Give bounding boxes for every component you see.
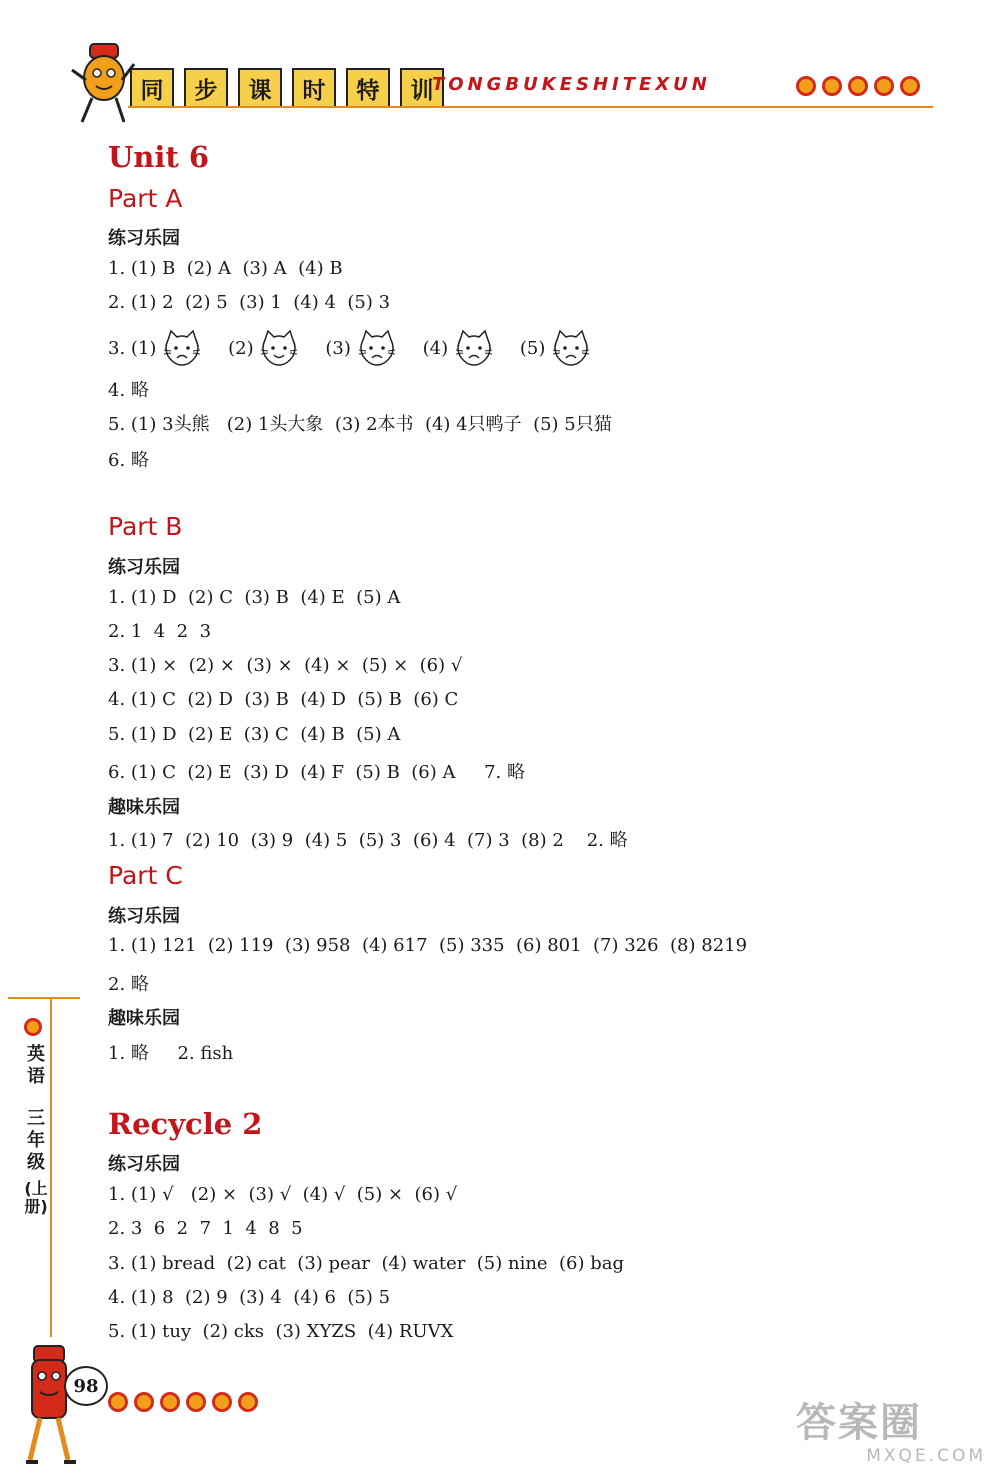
section-heading: 练习乐园 [108, 1154, 180, 1175]
answer-line: 1. (1) 7 (2) 10 (3) 9 (4) 5 (5) 3 (6) 4 (7) 3 (8) 2 2. 略 [108, 830, 628, 851]
header-dots [796, 76, 920, 96]
answer-line: 2. 略 [108, 974, 149, 995]
answer-label: (5) [519, 337, 546, 359]
answer-line: 4. 略 [108, 380, 149, 401]
header-title-char: 特 [346, 68, 390, 108]
section-heading: 趣味乐园 [108, 797, 180, 818]
section-heading: 练习乐园 [108, 228, 180, 249]
answer-line: 1. 略 2. fish [108, 1043, 234, 1064]
answer-line: 2. 3 6 2 7 1 4 8 5 [108, 1218, 303, 1239]
sidebar-grade: 三年级 [27, 1108, 45, 1173]
answer-label: (3) [325, 337, 351, 359]
section-heading: 练习乐园 [108, 906, 180, 927]
answer-line: 3. (1) × (2) × (3) × (4) × (5) × (6) √ [108, 655, 463, 676]
header-divider [128, 106, 933, 108]
part-b-title: Part B [108, 512, 183, 541]
answer-line: 4. (1) 8 (2) 9 (3) 4 (4) 6 (5) 5 [108, 1287, 391, 1308]
header-pinyin: TONGBUKESHITEXUN [432, 74, 711, 95]
recycle-title: Recycle 2 [108, 1107, 263, 1141]
answer-number: 3. [108, 337, 126, 359]
answer-line: 1. (1) √ (2) × (3) √ (4) √ (5) × (6) √ [108, 1184, 458, 1205]
answer-label: (4) [422, 337, 449, 359]
answer-line: 5. (1) tuy (2) cks (3) XYZS (4) RUVX [108, 1321, 454, 1342]
mascot-illustration [68, 40, 138, 130]
answer-line: 1. (1) 121 (2) 119 (3) 958 (4) 617 (5) 335 (6) 801 (7) 326 (8) 8219 [108, 935, 748, 956]
header-title-char: 时 [292, 68, 336, 108]
answer-line: 6. 略 [108, 450, 149, 471]
watermark-url: MXQE.COM [866, 1446, 986, 1466]
section-heading: 练习乐园 [108, 557, 180, 578]
answer-line: 1. (1) D (2) C (3) B (4) E (5) A [108, 587, 401, 608]
sad-cat-face-icon [454, 328, 494, 368]
sidebar-vertical-rule [50, 997, 52, 1337]
answer-line: 2. 1 4 2 3 [108, 621, 212, 642]
header-title-char: 课 [238, 68, 282, 108]
unit-title: Unit 6 [108, 140, 210, 174]
sad-cat-face-icon [357, 328, 397, 368]
happy-cat-face-icon [259, 328, 299, 368]
sidebar-divider [8, 997, 80, 999]
answer-line: 3. (1) bread (2) cat (3) pear (4) water (5) nine (6) bag [108, 1253, 625, 1274]
sad-cat-face-icon [551, 328, 591, 368]
sidebar-subject: 英语 [27, 1044, 45, 1087]
answer-line: 2. (1) 2 (2) 5 (3) 1 (4) 4 (5) 3 [108, 292, 391, 313]
watermark [796, 1400, 992, 1472]
page-number: 98 [64, 1366, 108, 1406]
answer-line: 1. (1) B (2) A (3) A (4) B [108, 258, 343, 279]
header-title-char: 步 [184, 68, 228, 108]
answer-label: (1) [130, 337, 157, 359]
answer-line: 5. (1) 3头熊 (2) 1头大象 (3) 2本书 (4) 4只鸭子 (5) 5只猫 [108, 414, 612, 435]
header-title-char: 训 [400, 68, 444, 108]
header-title-char: 同 [130, 68, 174, 108]
footer-dots [108, 1392, 258, 1412]
answer-line: 6. (1) C (2) E (3) D (4) F (5) B (6) A 7. 略 [108, 762, 525, 783]
sad-cat-face-icon [162, 328, 202, 368]
answer-label: (2) [228, 337, 254, 359]
part-a-title: Part A [108, 184, 183, 213]
answer-line: 4. (1) C (2) D (3) B (4) D (5) B (6) C [108, 689, 459, 710]
watermark-logo: 答案圈 [796, 1400, 922, 1446]
sidebar-volume: (上册) [24, 1179, 48, 1216]
sidebar-dot [24, 1018, 42, 1036]
answer-line-faces [108, 324, 617, 372]
section-heading: 趣味乐园 [108, 1008, 180, 1029]
part-c-title: Part C [108, 861, 183, 890]
answer-line: 5. (1) D (2) E (3) C (4) B (5) A [108, 724, 401, 745]
